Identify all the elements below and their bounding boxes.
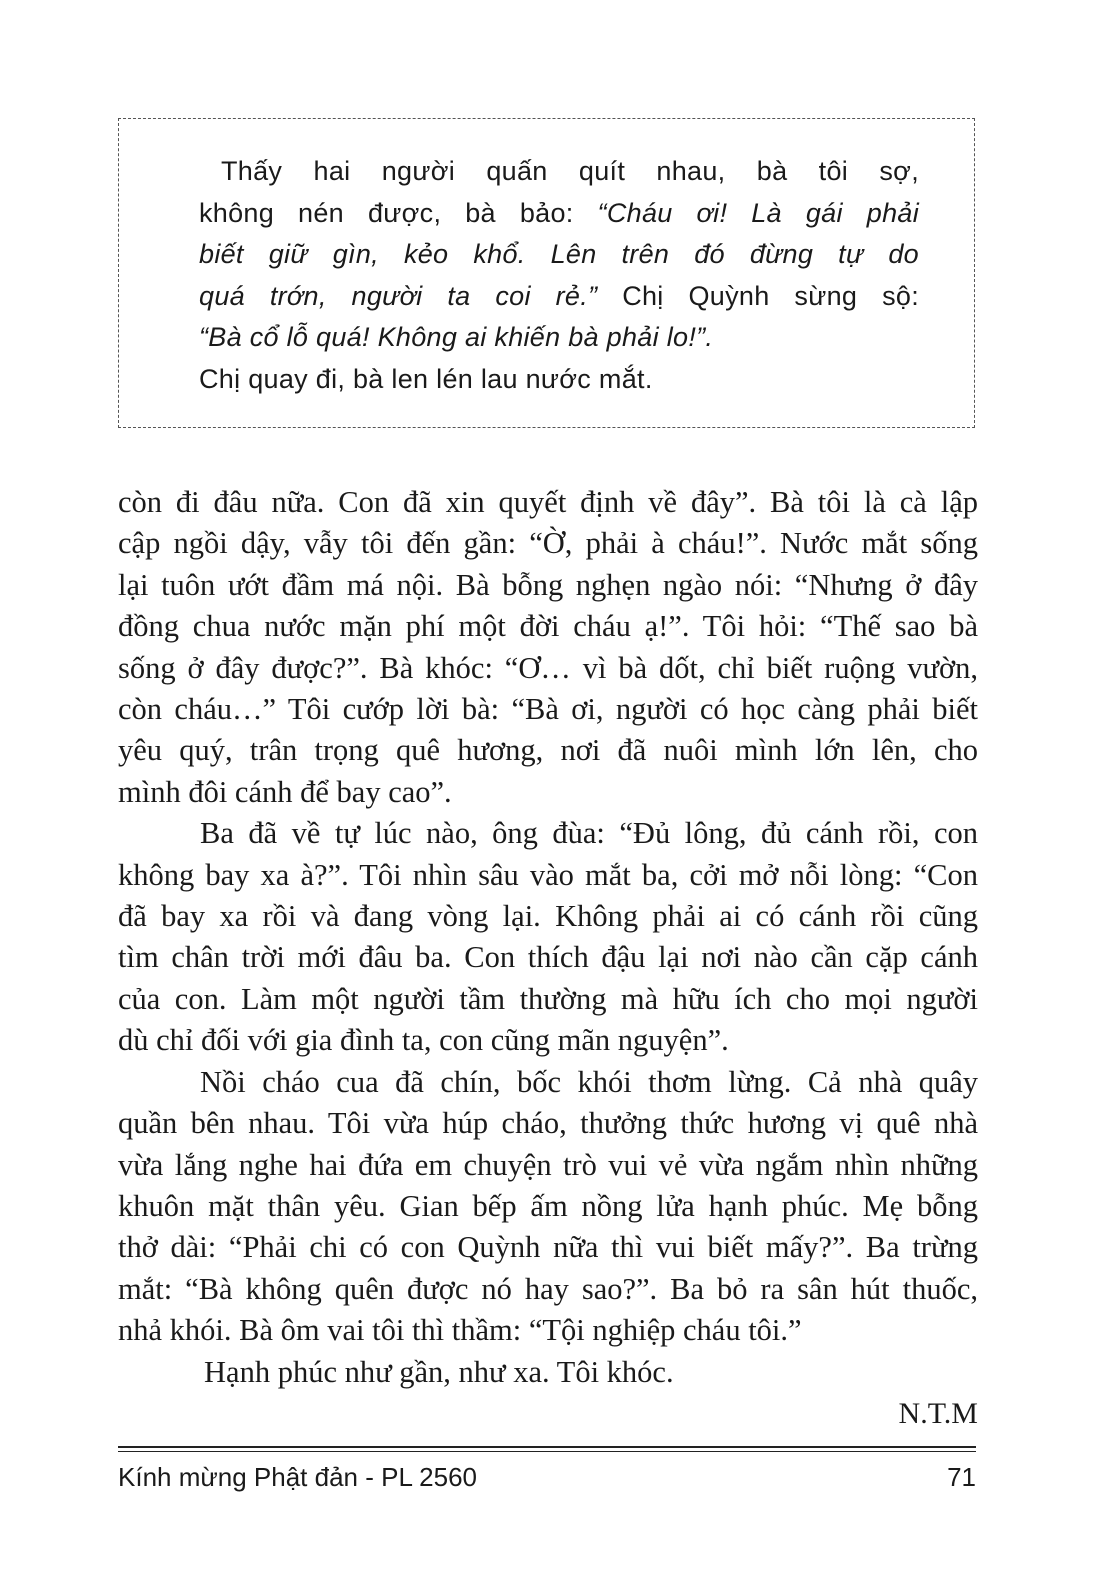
body-line: vừa lắng nghe hai đứa em chuyện trò vui vẻ vừa ngắm nhìn những [118, 1147, 978, 1182]
quote-line-part: không nén được, bà bảo: [199, 197, 598, 228]
body-line: không bay xa à?”. Tôi nhìn sâu vào mắt ba, cởi mở nỗi lòng: “Con [118, 857, 978, 892]
body-line: Hạnh phúc như gần, như xa. Tôi khóc. [204, 1354, 674, 1389]
body-line: còn đi đâu nữa. Con đã xin quyết định về đây”. Bà tôi là cà lập [118, 485, 978, 519]
body-line: còn cháu…” Tôi cướp lời bà: “Bà ơi, người có học càng phải biết [118, 692, 978, 727]
footer-divider [118, 1446, 976, 1452]
body-line: thở dài: “Phải chi có con Quỳnh nữa thì vui biết mấy?”. Ba trừng [118, 1230, 978, 1265]
footer-title: Kính mừng Phật đản - PL 2560 [118, 1462, 478, 1492]
body-line: của con. Làm một người tầm thường mà hữu ích cho mọi người [118, 981, 978, 1016]
body-line: dù chỉ đối với gia đình ta, con cũng mãn nguyện”. [118, 1023, 729, 1058]
body-line: lại tuôn ướt đầm má nội. Bà bỗng nghẹn ngào nói: “Nhưng ở đây [118, 567, 978, 602]
body-line: nhả khói. Bà ôm vai tôi thì thầm: “Tội nghiệp cháu tôi.” [118, 1313, 802, 1348]
body-line: cập ngồi dậy, vẫy tôi đến gần: “Ờ, phải à cháu!”. Nước mắt sống [118, 526, 978, 561]
body-line: tìm chân trời mới đâu ba. Con thích đậu lại nơi nào cần cặp cánh [118, 940, 978, 975]
quote-line-italic: “Cháu ơi! Là gái phải [597, 197, 919, 228]
quote-line: “Bà cổ lỗ quá! Không ai khiến bà phải lo!”. [199, 322, 714, 352]
quote-line [199, 276, 919, 318]
body-line: Ba đã về tự lúc nào, ông đùa: “Đủ lông, đủ cánh rồi, con [200, 816, 978, 851]
quote-line: biết giữ gìn, kẻo khổ. Lên trên đó đừng tự do [199, 239, 919, 269]
body-line: đã bay xa rồi và đang vòng lại. Không phải ai có cánh rồi cũng [118, 899, 978, 934]
quote-text [199, 151, 919, 400]
page-number: 71 [947, 1462, 976, 1492]
quote-line: Thấy hai người quấn quít nhau, bà tôi sợ, [221, 156, 919, 186]
body-text [118, 482, 978, 1393]
body-line: sống ở đây được?”. Bà khóc: “Ơ… vì bà dốt, chỉ biết ruộng vườn, [118, 650, 978, 685]
quote-box [118, 118, 975, 428]
author-signature: N.T.M [898, 1397, 978, 1430]
quote-line-part: Chị Quỳnh sừng sộ: [597, 280, 919, 311]
body-line: đồng chua nước mặn phí một đời cháu ạ!”. Tôi hỏi: “Thế sao bà [118, 609, 978, 644]
quote-line: Chị quay đi, bà len lén lau nước mắt. [199, 363, 653, 394]
body-line: mắt: “Bà không quên được nó hay sao?”. Ba bỏ ra sân hút thuốc, [118, 1271, 978, 1306]
quote-line-italic: quá trớn, người ta coi rẻ.” [199, 280, 598, 311]
body-line: khuôn mặt thân yêu. Gian bếp ấm nồng lửa hạnh phúc. Mẹ bỗng [118, 1188, 978, 1223]
body-line: Nồi cháo cua đã chín, bốc khói thơm lừng. Cả nhà quây [200, 1064, 978, 1099]
body-line: yêu quý, trân trọng quê hương, nơi đã nuôi mình lớn lên, cho [118, 733, 978, 768]
quote-line [199, 193, 919, 235]
body-line: quần bên nhau. Tôi vừa húp cháo, thưởng thức hương vị quê nhà [118, 1106, 978, 1141]
body-line: mình đôi cánh để bay cao”. [118, 774, 452, 809]
